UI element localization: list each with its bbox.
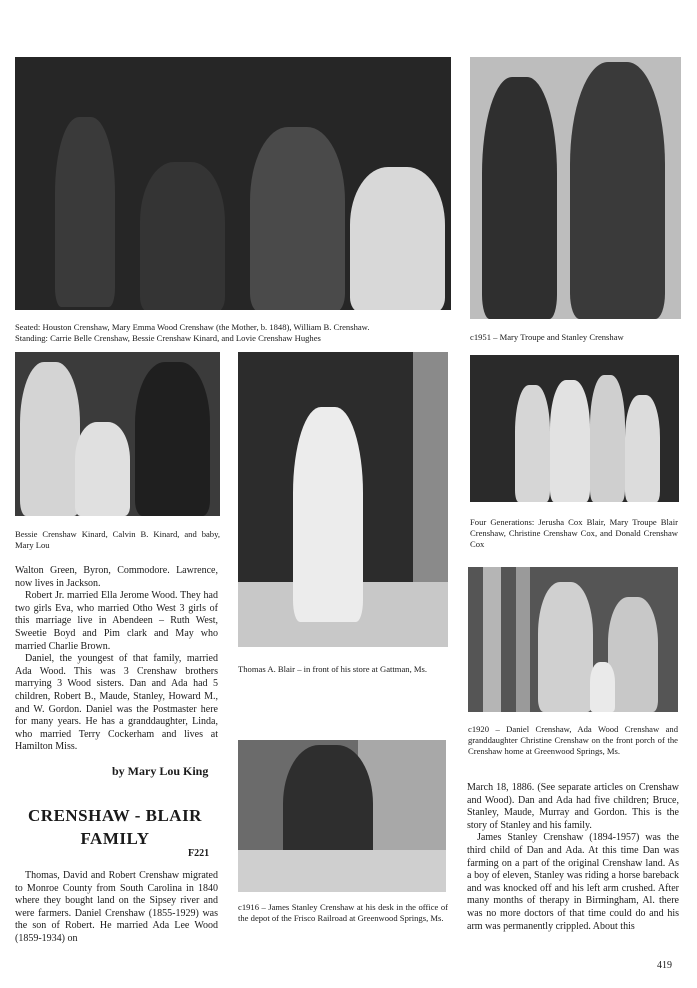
porch-column bbox=[483, 567, 501, 712]
porch-column-2 bbox=[516, 567, 530, 712]
caption-desk: c1916 – James Stanley Crenshaw at his desk in the office of the depot of the Frisco Railroad at Greenwood Springs, Ms. bbox=[238, 902, 448, 923]
figure-baby bbox=[75, 422, 130, 516]
caption-family-group bbox=[15, 322, 455, 344]
figure-jerusha bbox=[515, 385, 550, 502]
figure-thomas-blair bbox=[293, 407, 363, 622]
left-paragraph-3: Daniel, the youngest of that family, married Ada Wood. This was 3 Crenshaw brothers marrying 3 Wood sisters. Dan and Ada had 5 children, Robert B., Maude, Stanley, Howard M., and W. Gordon. Daniel was the Postmaster here for many years. He has a granddaughter, Linda, who married Terry Cockerham and lives at Hamilton Miss. bbox=[15, 653, 218, 753]
figure-stanley bbox=[570, 62, 665, 319]
figure-christine bbox=[590, 375, 625, 502]
caption-troupe-stanley: c1951 – Mary Troupe and Stanley Crenshaw bbox=[470, 332, 624, 342]
figure-bessie bbox=[20, 362, 80, 516]
figure-daniel bbox=[538, 582, 593, 712]
page-number: 419 bbox=[657, 960, 672, 971]
right-paragraph-1: March 18, 1886. (See separate articles on Crenshaw and Wood). Dan and Ada had five children; Bruce, Stanley, Maude, Murray and Gordon. This is the story of Stanley and his family. bbox=[467, 782, 679, 831]
figure-standing-1 bbox=[55, 117, 115, 307]
article-p1-text: Thomas, David and Robert Crenshaw migrated to Monroe County from South Carolina in 1840 where they bought land on the Sipsey river and were farmers. Daniel Crenshaw (1855-1929) was the son of Robert. He married Ada Lee Wood (1859-1934) on bbox=[15, 870, 218, 944]
byline: by Mary Lou King bbox=[112, 764, 209, 778]
photo-crenshaw-family-group bbox=[15, 57, 451, 310]
left-paragraph-2: Robert Jr. married Ella Jerome Wood. They had two girls Eva, who married Otho West 3 girls of this marriage live in Abendeen – Ruth West, Sweetie Boyd and Pim clark and May who married Charlie Brown. bbox=[15, 590, 218, 652]
caption-family-standing: Standing: Carrie Belle Crenshaw, Bessie Crenshaw Kinard, and Lovie Crenshaw Hughes bbox=[15, 333, 321, 343]
figure-ada bbox=[608, 597, 658, 712]
figure-calvin bbox=[135, 362, 210, 516]
figure-mother bbox=[250, 127, 345, 310]
desk-surface bbox=[238, 850, 446, 892]
figure-christine-child bbox=[590, 662, 615, 712]
figure-mary-troupe bbox=[482, 77, 557, 319]
photo-four-generations bbox=[470, 355, 679, 502]
figure-donald bbox=[625, 395, 660, 502]
right-paragraph-2: James Stanley Crenshaw (1894-1957) was the third child of Dan and Ada. At this time Dan was farming on a part of the original Crenshaw land. As a boy of eleven, Stanley was riding a horse bareback and was knocked off and his left arm crushed. After many months of therapy in Birmingham, Al. there was no more doctors of that time could do and his arm was permanently crippled. About this bbox=[467, 832, 679, 932]
photo-porch bbox=[468, 567, 678, 712]
figure-child bbox=[350, 167, 445, 310]
photo-kinard-family bbox=[15, 352, 220, 516]
caption-blair-store: Thomas A. Blair – in front of his store at Gattman, Ms. bbox=[238, 664, 428, 674]
left-column-text bbox=[15, 565, 218, 754]
caption-family-seated: Seated: Houston Crenshaw, Mary Emma Wood Crenshaw (the Mother, b. 1848), William B. Crenshaw. bbox=[15, 322, 370, 332]
article-code: F221 bbox=[188, 848, 210, 859]
left-paragraph-1: Walton Green, Byron, Commodore. Lawrence, now lives in Jackson. bbox=[15, 565, 218, 589]
article-title bbox=[15, 804, 215, 850]
caption-four-generations: Four Generations: Jerusha Cox Blair, Mary Troupe Blair Crenshaw, Christine Crenshaw Cox, and Donald Crenshaw Cox bbox=[470, 517, 678, 549]
article-paragraph-1 bbox=[15, 870, 218, 946]
figure-mary-troupe-2 bbox=[550, 380, 590, 502]
right-column-text bbox=[467, 782, 679, 933]
article-title-line2: FAMILY bbox=[80, 829, 150, 848]
caption-porch: c1920 – Daniel Crenshaw, Ada Wood Crenshaw and granddaughter Christine Crenshaw on the front porch of the Crenshaw home at Greenwood Springs, Ms. bbox=[468, 724, 678, 756]
article-title-line1: CRENSHAW - BLAIR bbox=[28, 806, 202, 825]
photo-desk bbox=[238, 740, 446, 892]
photo-troupe-stanley bbox=[470, 57, 681, 319]
figure-seated-1 bbox=[140, 162, 225, 310]
photo-blair-store bbox=[238, 352, 448, 647]
caption-kinard: Bessie Crenshaw Kinard, Calvin B. Kinard, and baby, Mary Lou bbox=[15, 529, 220, 550]
